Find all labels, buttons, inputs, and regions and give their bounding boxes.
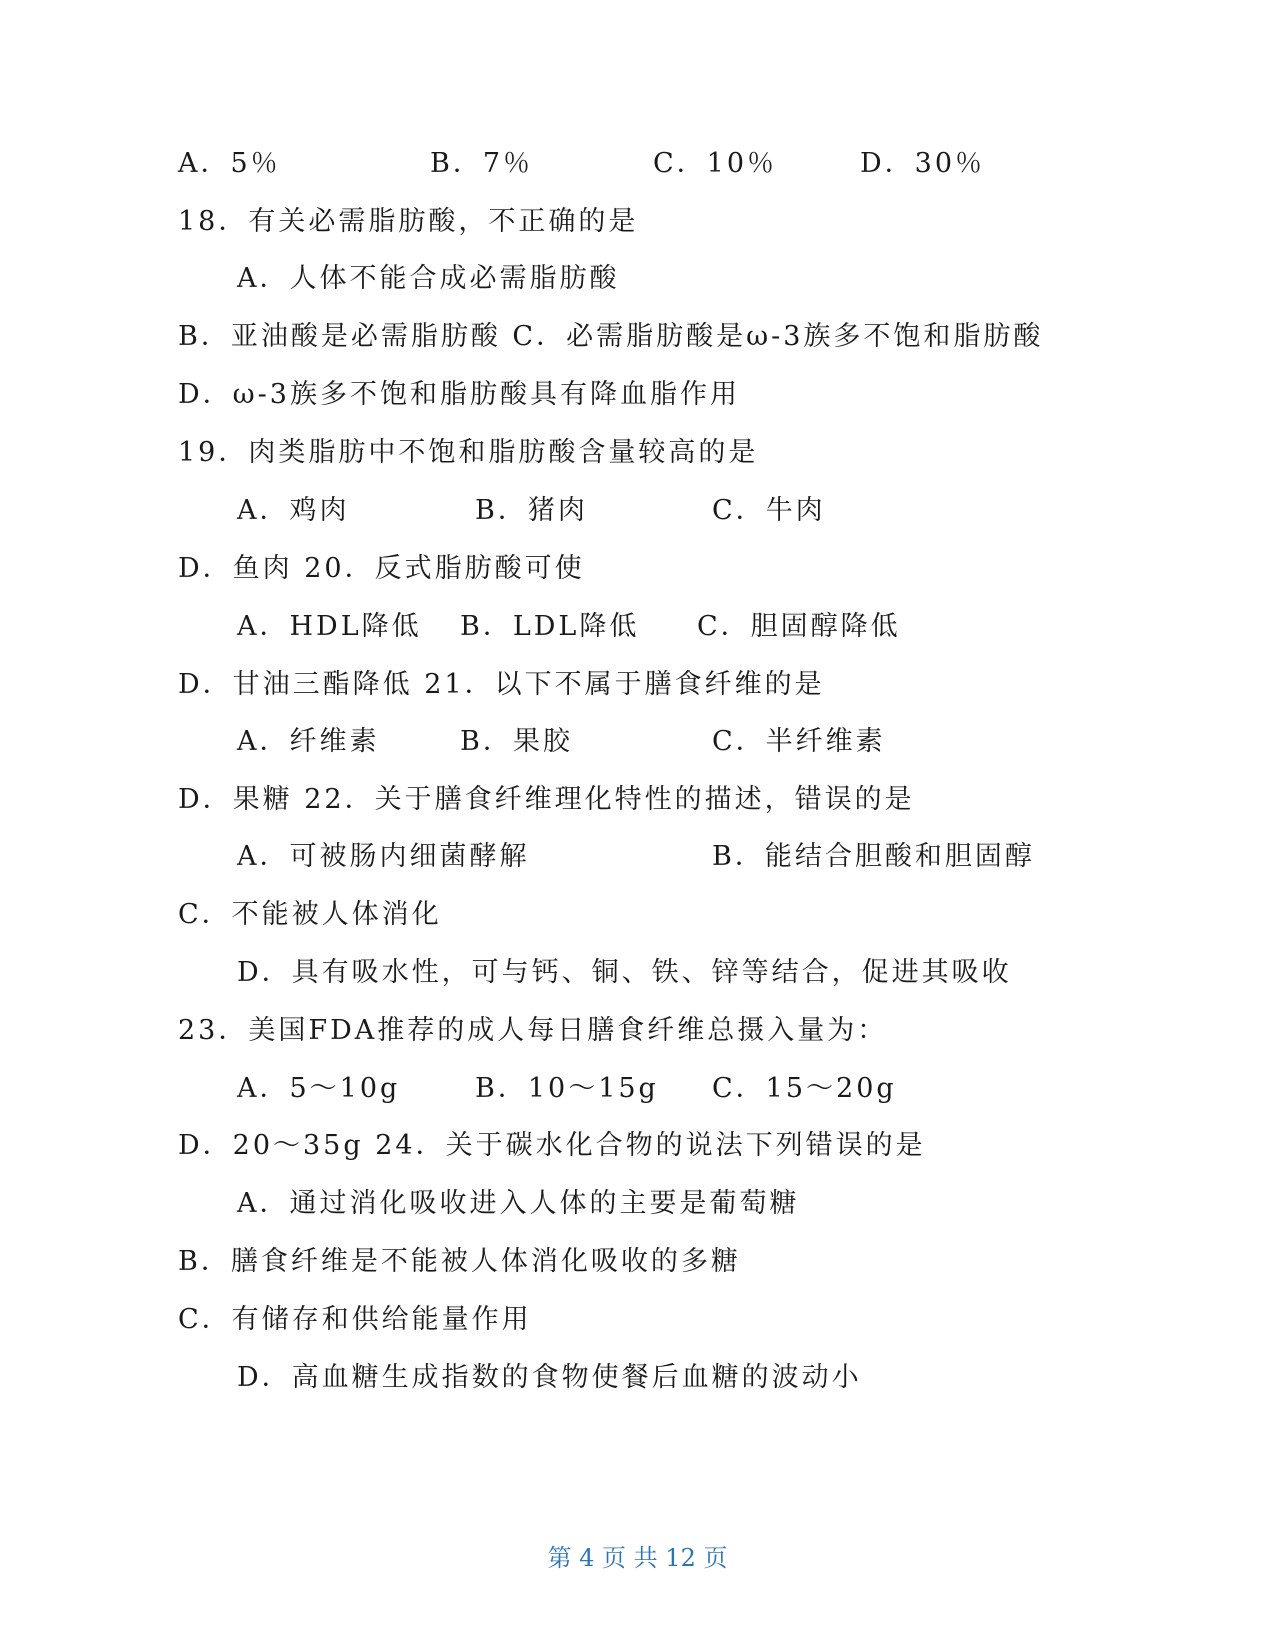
question-23: 23．美国FDA推荐的成人每日膳食纤维总摄入量为：: [178, 1015, 888, 1046]
option-a: A．5％: [178, 148, 281, 179]
answer-options-line: [0, 259, 1275, 299]
question-line: [0, 202, 1275, 242]
answer-options-line: [0, 549, 1275, 589]
option-a: A．HDL降低: [237, 611, 422, 642]
question-line: [0, 1011, 1275, 1051]
answer-options-line: [0, 895, 1275, 935]
option-b-c: B．亚油酸是必需脂肪酸 C．必需脂肪酸是ω-3族多不饱和脂肪酸: [178, 321, 1044, 352]
answer-options-line: [0, 1184, 1275, 1224]
answer-options-line: [0, 1069, 1275, 1109]
option-b: B．能结合胆酸和胆固醇: [712, 841, 1035, 872]
answer-options-line: [0, 144, 1275, 184]
answer-options-line: [0, 375, 1275, 415]
option-c: C．15～20g: [712, 1073, 897, 1104]
answer-options-line: [0, 837, 1275, 877]
option-c: C．有储存和供给能量作用: [178, 1304, 532, 1335]
answer-options-line: [0, 607, 1275, 647]
option-c: C．牛肉: [712, 495, 826, 526]
option-d: D．具有吸水性，可与钙、铜、铁、锌等结合，促进其吸收: [237, 957, 1012, 988]
option-b: B．猪肉: [475, 495, 588, 526]
option-c: C．10％: [653, 148, 778, 179]
option-b: B．LDL降低: [460, 611, 640, 642]
option-a: A．鸡肉: [237, 495, 350, 526]
option-b: B．果胶: [460, 726, 573, 757]
answer-options-line: [0, 491, 1275, 531]
option-d-question-20: D．鱼肉 20．反式脂肪酸可使: [178, 553, 585, 584]
option-d: D．ω-3族多不饱和脂肪酸具有降血脂作用: [178, 379, 740, 410]
option-a: A．5～10g: [237, 1073, 401, 1104]
option-d: D．高血糖生成指数的食物使餐后血糖的波动小: [237, 1362, 862, 1393]
option-b: B．膳食纤维是不能被人体消化吸收的多糖: [178, 1246, 741, 1277]
answer-options-line: [0, 1242, 1275, 1282]
question-19: 19．肉类脂肪中不饱和脂肪酸含量较高的是: [178, 437, 759, 468]
option-c: C．胆固醇降低: [697, 611, 901, 642]
answer-options-line: [0, 1358, 1275, 1398]
option-a: A．纤维素: [237, 726, 380, 757]
option-d: D．30％: [860, 148, 986, 179]
option-d-question-22: D．果糖 22．关于膳食纤维理化特性的描述，错误的是: [178, 784, 915, 815]
option-d-question-21: D．甘油三酯降低 21．以下不属于膳食纤维的是: [178, 669, 825, 700]
answer-options-line: [0, 665, 1275, 705]
question-18: 18．有关必需脂肪酸，不正确的是: [178, 206, 639, 237]
option-c: C．不能被人体消化: [178, 899, 442, 930]
page-number-footer: 第 4 页 共 12 页: [547, 1544, 728, 1572]
option-c: C．半纤维素: [712, 726, 886, 757]
answer-options-line: [0, 953, 1275, 993]
option-d-question-24: D．20～35g 24．关于碳水化合物的说法下列错误的是: [178, 1130, 926, 1161]
answer-options-line: [0, 317, 1275, 357]
option-a: A．人体不能合成必需脂肪酸: [237, 263, 620, 294]
answer-options-line: [0, 722, 1275, 762]
question-line: [0, 433, 1275, 473]
option-a: A．通过消化吸收进入人体的主要是葡萄糖: [237, 1188, 800, 1219]
answer-options-line: [0, 1300, 1275, 1340]
answer-options-line: [0, 1126, 1275, 1166]
option-a: A．可被肠内细菌酵解: [237, 841, 530, 872]
answer-options-line: [0, 780, 1275, 820]
option-b: B．10～15g: [475, 1073, 659, 1104]
option-b: B．7％: [430, 148, 534, 179]
